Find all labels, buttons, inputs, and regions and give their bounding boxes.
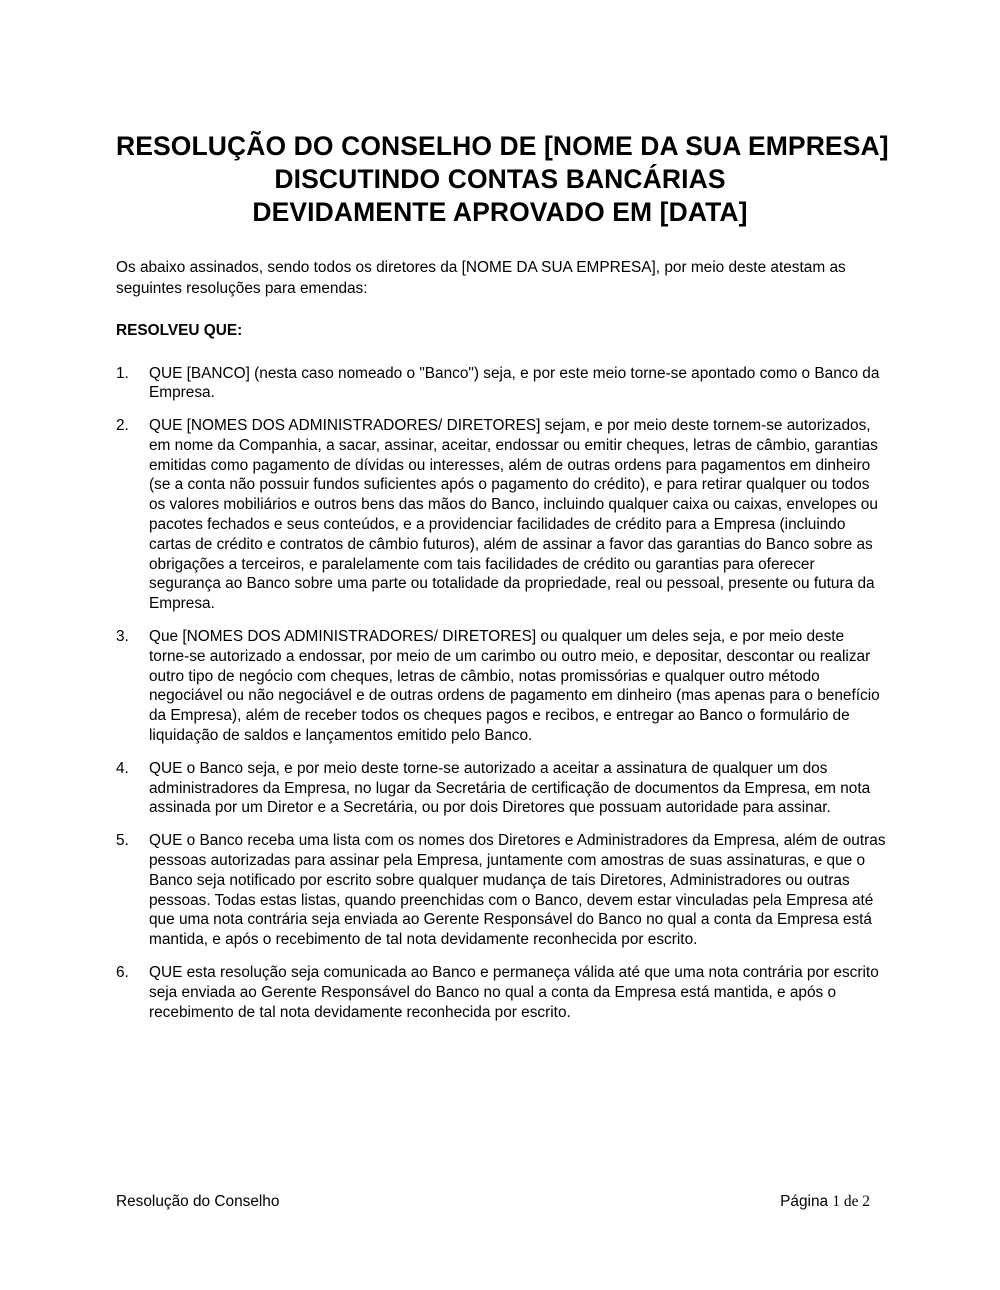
list-item [116,963,886,1022]
clause-text: QUE o Banco seja, e por meio deste torne-se autorizado a aceitar a assinatura de qualquer um dos administradores da Empresa, no lugar da Secretária de certificação de documentos da Empresa, em nota assinada por um Diretor e a Secretária, ou por dois Diretores que possuam autoridade para assinar. [149,759,871,817]
clause-number: 4. [116,759,129,777]
resolved-heading: RESOLVEU QUE: [116,322,243,339]
intro-paragraph: Os abaixo assinados, sendo todos os diretores da [NOME DA SUA EMPRESA], por meio deste atestam as seguintes resoluções para emendas: [116,259,846,297]
page-title [116,130,889,229]
clause-text: Que [NOMES DOS ADMINISTRADORES/ DIRETORES] ou qualquer um deles seja, e por meio deste torne-se autorizado a endossar, por meio de um carimbo ou outro meio, e depositar, descontar ou realizar outro tipo de negócio com cheques, letras de câmbio, notas promissórias e qualquer outro método negociável ou não negociável e de outras ordens de pagamento em dinheiro (mas apenas para o benefício da Empresa), além de receber todos os cheques pagos e recibos, e entregar ao Banco o formulário de liquidação de saldos e lançamentos emitido pelo Banco. [149,628,880,745]
clause-text: QUE [BANCO] (nesta caso nomeado o "Banco") seja, e por este meio torne-se apontado como o Banco da Empresa. [149,364,880,402]
title-line-3: DEVIDAMENTE APROVADO EM [DATA] [252,196,748,227]
list-item [116,627,886,746]
clause-number: 1. [116,364,129,382]
list-item [116,759,886,818]
clause-number: 5. [116,832,129,850]
title-line-2: DISCUTINDO CONTAS BANCÁRIAS [274,163,726,194]
clause-number: 3. [116,628,129,646]
clause-number: 2. [116,417,129,435]
clause-text: QUE [NOMES DOS ADMINISTRADORES/ DIRETORES] sejam, e por meio deste tornem-se autorizados, em nome da Companhia, a sacar, assinar, aceitar, endossar ou emitir cheques, letras de câmbio, garantias emitidas como pagamento de dívidas ou interesses, além de outras ordens para pagamentos em dinheiro (se a conta não possuir fundos suficientes após o pagamento do crédito), e para retirar qualquer ou todos os valores mobiliários e outros bens das mãos do Banco, incluindo qualquer caixa ou caixas, envelopes ou pacotes fechados e seus conteúdos, e a providenciar facilidades de crédito para a Empresa (incluindo cartas de crédito e contratos de câmbio futuros), além de assinar a favor das garantias do Banco sobre as obrigações a terceiros, e paralelamente com tais facilidades de crédito ou garantias para oferecer segurança ao Banco sobre uma parte ou totalidade da propriedade, real ou pessoal, presente ou futura da Empresa. [149,417,878,613]
list-item [116,364,886,404]
clause-text: QUE esta resolução seja comunicada ao Banco e permaneça válida até que uma nota contrária por escrito seja enviada ao Gerente Responsável do Banco no qual a conta da Empresa está mantida, e após o recebimento de tal nota devidamente reconhecida por escrito. [149,964,879,1021]
title-line-1: RESOLUÇÃO DO CONSELHO DE [NOME DA SUA EMPRESA] [116,130,889,161]
footer-document-name: Resolução do Conselho [116,1193,280,1210]
clause-list [116,364,886,1023]
footer-page-number [780,1192,870,1212]
page-footer [116,1192,870,1212]
footer-page-label: Página [780,1193,829,1210]
document-body [116,258,886,1022]
clause-text: QUE o Banco receba uma lista com os nomes dos Diretores e Administradores da Empresa, além de outras pessoas autorizadas para assinar pela Empresa, juntamente com amostras de suas assinaturas, e que o Banco seja notificado por escrito sobre qualquer mudança de tais Diretores, Administradores ou outras pessoas. Todas estas listas, quando preenchidas com o Banco, devem estar vinculadas pela Empresa até que uma nota contrária seja enviada ao Gerente Responsável do Banco no qual a conta da Empresa está mantida, e após o recebimento de tal nota devidamente reconhecida por escrito. [149,832,886,949]
list-item [116,831,886,950]
clause-number: 6. [116,964,129,982]
footer-page-count: 1 de 2 [832,1193,870,1210]
list-item [116,416,886,614]
